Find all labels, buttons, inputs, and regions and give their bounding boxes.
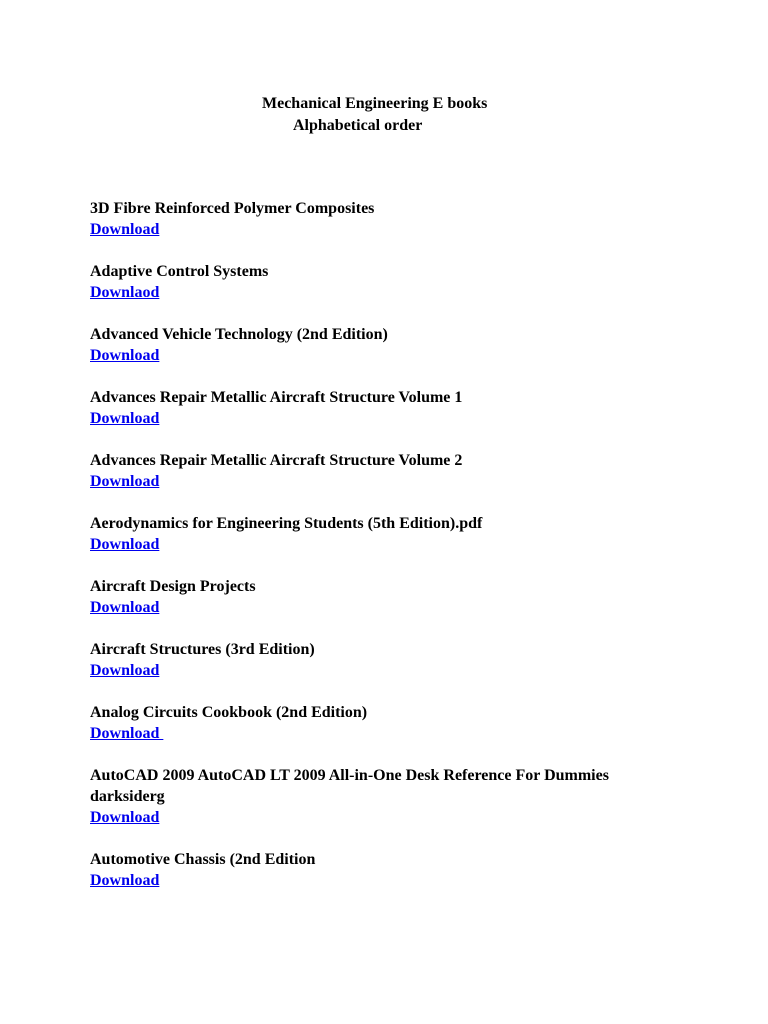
book-title: Aerodynamics for Engineering Students (5th Edition).pdf: [90, 515, 483, 532]
list-item: [90, 450, 730, 492]
list-item: [90, 765, 730, 828]
download-link[interactable]: Download: [90, 347, 160, 364]
list-item: [90, 702, 730, 744]
download-link[interactable]: Download: [90, 410, 160, 427]
list-item: [90, 849, 730, 891]
book-title: Advances Repair Metallic Aircraft Structure Volume 1: [90, 389, 463, 406]
download-link[interactable]: Download: [90, 725, 164, 742]
download-link[interactable]: Downlaod: [90, 284, 160, 301]
list-item: [90, 576, 730, 618]
list-item: [90, 198, 730, 240]
book-title: Advances Repair Metallic Aircraft Structure Volume 2: [90, 452, 463, 469]
list-item: [90, 513, 730, 555]
download-link[interactable]: Download: [90, 809, 160, 826]
download-link[interactable]: Download: [90, 473, 160, 490]
book-title: Advanced Vehicle Technology (2nd Edition): [90, 326, 388, 343]
document-subtitle: Alphabetical order: [293, 117, 423, 134]
download-link[interactable]: Download: [90, 221, 160, 238]
download-link[interactable]: Download: [90, 599, 160, 616]
download-link[interactable]: Download: [90, 662, 160, 679]
list-item: [90, 639, 730, 681]
book-title: Automotive Chassis (2nd Edition: [90, 851, 316, 868]
download-link[interactable]: Download: [90, 536, 160, 553]
book-title: Adaptive Control Systems: [90, 263, 269, 280]
list-item: [90, 261, 730, 303]
book-title: AutoCAD 2009 AutoCAD LT 2009 All-in-One Desk Reference For Dummies darksiderg: [90, 767, 609, 805]
book-list: [90, 198, 730, 912]
list-item: [90, 387, 730, 429]
book-title: Aircraft Design Projects: [90, 578, 256, 595]
book-title: Aircraft Structures (3rd Edition): [90, 641, 315, 658]
list-item: [90, 324, 730, 366]
download-link[interactable]: Download: [90, 872, 160, 889]
book-title: 3D Fibre Reinforced Polymer Composites: [90, 200, 375, 217]
document-title: Mechanical Engineering E books: [262, 95, 488, 112]
book-title: Analog Circuits Cookbook (2nd Edition): [90, 704, 368, 721]
